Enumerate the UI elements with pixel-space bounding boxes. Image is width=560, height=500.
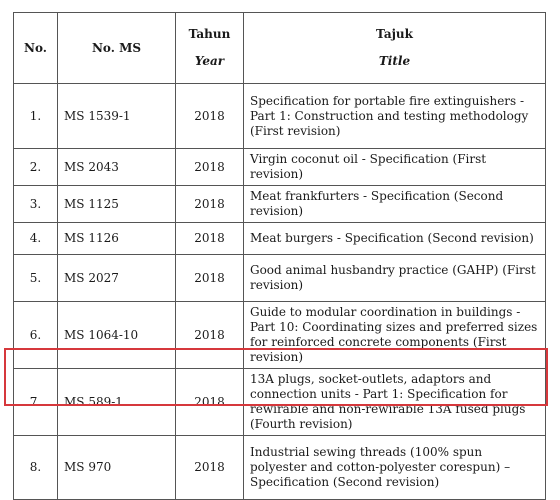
table-row: [14, 84, 546, 149]
row-year: 2018: [176, 149, 244, 186]
table-row-highlighted: [14, 369, 546, 436]
header-title-english: Title: [378, 54, 411, 68]
header-title-malay: Tajuk: [376, 27, 413, 41]
row-number: 8.: [14, 436, 58, 500]
row-title: Virgin coconut oil - Specification (First revision): [244, 149, 546, 186]
row-title: Industrial sewing threads (100% spun polyester and cotton-polyester corespun) – Specification (Second revision): [244, 436, 546, 500]
row-number: 1.: [14, 84, 58, 149]
ms-number: MS 2043: [58, 149, 176, 186]
row-year: 2018: [176, 255, 244, 302]
table-row: [14, 302, 546, 369]
row-number: 3.: [14, 186, 58, 223]
ms-number: MS 970: [58, 436, 176, 500]
row-title: Meat frankfurters - Specification (Second revision): [244, 186, 546, 223]
standards-table: [13, 12, 546, 500]
row-year: 2018: [176, 84, 244, 149]
row-title: Specification for portable fire extinguishers - Part 1: Construction and testing methodology (First revision): [244, 84, 546, 149]
ms-number: MS 1539-1: [58, 84, 176, 149]
row-number: 5.: [14, 255, 58, 302]
row-title: Guide to modular coordination in buildings - Part 10: Coordinating sizes and preferred sizes for reinforced concrete components (First revision): [244, 302, 546, 369]
table-header: [14, 13, 546, 84]
table-row: [14, 255, 546, 302]
row-title: Good animal husbandry practice (GAHP) (First revision): [244, 255, 546, 302]
ms-number: MS 1064-10: [58, 302, 176, 369]
row-title: Meat burgers - Specification (Second revision): [244, 223, 546, 255]
table-row: [14, 436, 546, 500]
header-title: [244, 13, 546, 84]
row-year: 2018: [176, 186, 244, 223]
ms-number: MS 1125: [58, 186, 176, 223]
header-no: No.: [14, 13, 58, 84]
header-year: [176, 13, 244, 84]
header-year-english: Year: [194, 54, 225, 68]
row-number: 4.: [14, 223, 58, 255]
row-number: 7.: [14, 369, 58, 436]
row-year: 2018: [176, 223, 244, 255]
row-number: 6.: [14, 302, 58, 369]
row-year: 2018: [176, 302, 244, 369]
table-row: [14, 186, 546, 223]
header-ms-number: No. MS: [58, 13, 176, 84]
header-year-malay: Tahun: [188, 27, 231, 41]
row-year: 2018: [176, 436, 244, 500]
table-row: [14, 149, 546, 186]
ms-number: MS 1126: [58, 223, 176, 255]
table-body: [14, 84, 546, 500]
row-number: 2.: [14, 149, 58, 186]
ms-number: MS 2027: [58, 255, 176, 302]
row-year: 2018: [176, 369, 244, 436]
table-row: [14, 223, 546, 255]
row-title: 13A plugs, socket-outlets, adaptors and connection units - Part 1: Specification for rewirable and non-rewirable 13A fused plugs (Fourth revision): [244, 369, 546, 436]
ms-number: MS 589-1: [58, 369, 176, 436]
